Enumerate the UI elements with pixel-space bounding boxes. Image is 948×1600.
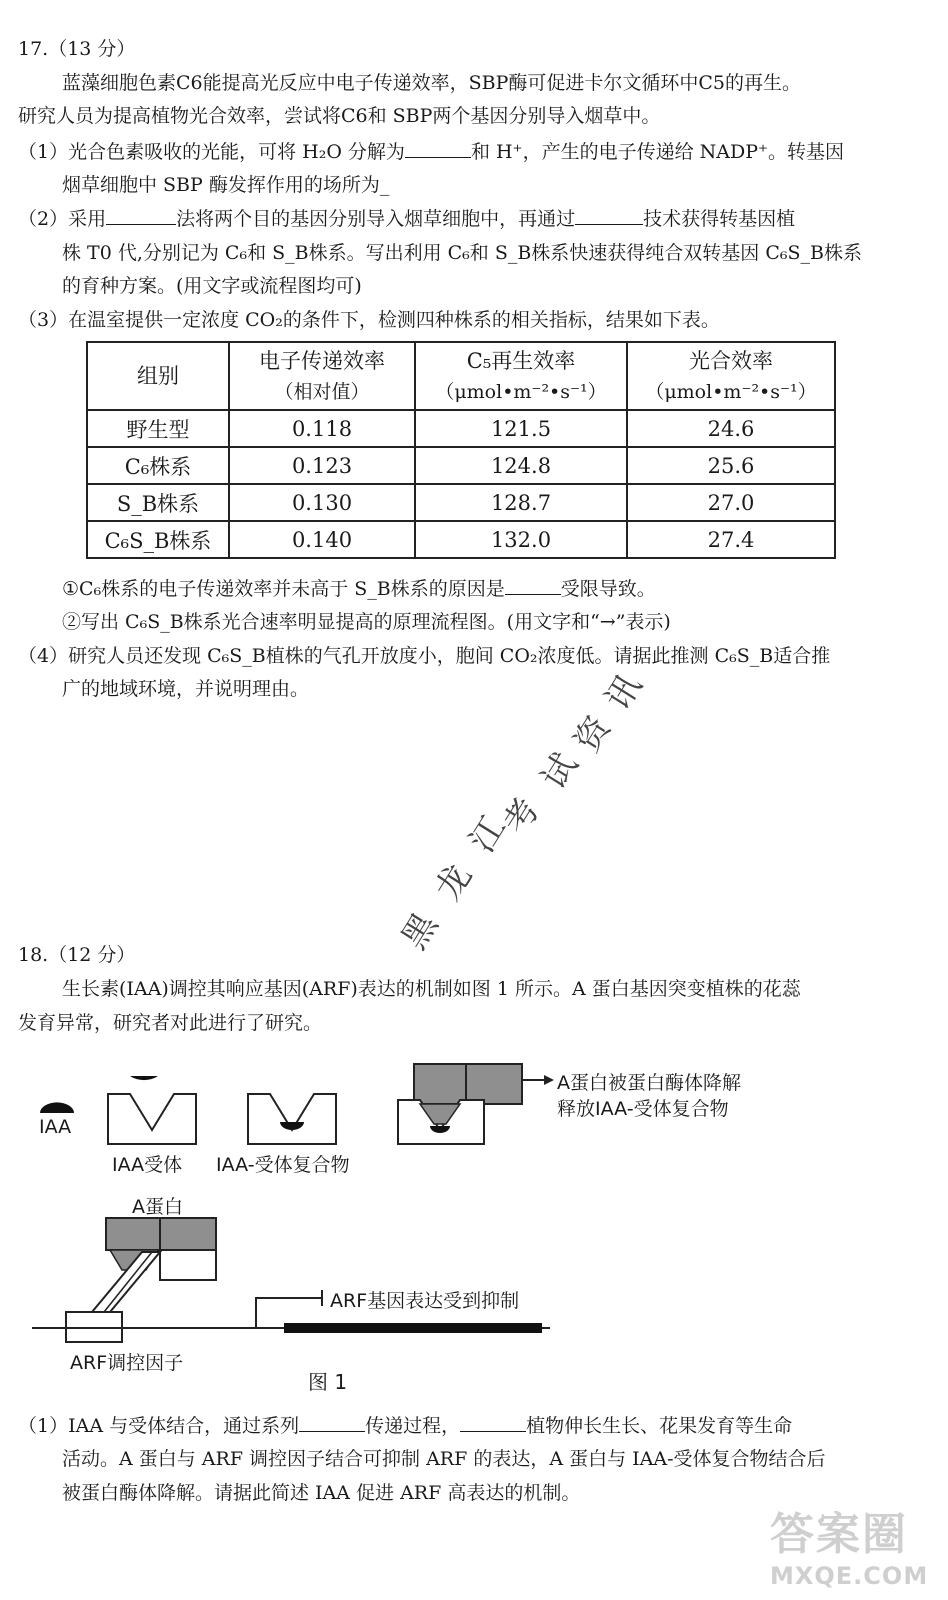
fig-label-a-protein: A蛋白	[132, 1196, 183, 1218]
answer-blank[interactable]	[505, 576, 561, 595]
q17-part2-line2: 株 T0 代,分别记为 C₆和 S_B株系。写出利用 C₆和 S_B株系快速获得纯合双转基因 C₆S_B株系	[62, 242, 862, 264]
answer-blank[interactable]	[575, 206, 643, 225]
table-header-cell: 光合效率 （μmol•m⁻²•s⁻¹）	[627, 342, 835, 410]
q17-part4-line1: （4）研究人员还发现 C₆S_B植株的气孔开放度小，胞间 CO₂浓度低。请据此推测 C₆S_B适合推	[18, 645, 831, 667]
arf-factor-segment	[160, 1250, 216, 1280]
q17-intro-line1: 蓝藻细胞色素C6能提高光反应中电子传递效率，SBP酶可促进卡尔文循环中C5的再生。	[62, 72, 802, 94]
q18-part1-line2: 活动。A 蛋白与 ARF 调控因子结合可抑制 ARF 的表达，A 蛋白与 IAA-受体复合物结合后	[62, 1448, 826, 1470]
a-protein-shape	[466, 1064, 522, 1104]
a-protein-shape	[106, 1218, 160, 1250]
watermark-char: 讯	[597, 667, 650, 718]
iaa-receptor-shape	[108, 1094, 196, 1144]
q18-header: 18.（12 分）	[18, 944, 136, 966]
watermark-char: 江	[461, 809, 514, 860]
table-cell: 野生型	[87, 410, 229, 447]
table-cell: 132.0	[415, 521, 627, 558]
q17-intro-line2: 研究人员为提高植物光合效率，尝试将C6和 SBP两个基因分别导入烟草中。	[18, 105, 661, 127]
answer-blank[interactable]	[299, 1413, 365, 1432]
table-cell: C₆S_B株系	[87, 521, 229, 558]
fig-label-arf-inhibited: ARF基因表达受到抑制	[330, 1290, 520, 1312]
answer-blank[interactable]	[460, 1413, 526, 1432]
watermark-char: 资	[566, 709, 619, 760]
table-row	[87, 521, 835, 558]
table-cell: 27.0	[627, 484, 835, 521]
q18-part1-text-a: （1）IAA 与受体结合，通过系列	[18, 1415, 300, 1437]
fig-label-arf-factor: ARF调控因子	[70, 1352, 184, 1374]
a-protein-shape	[160, 1218, 216, 1250]
watermark-char: 试	[533, 746, 586, 797]
fig-label-receptor: IAA受体	[112, 1154, 183, 1176]
table-cell: 124.8	[415, 447, 627, 484]
q17-part4-line2: 广的地域环境，并说明理由。	[62, 678, 310, 700]
figure-caption: 图 1	[308, 1370, 348, 1394]
q17-part2-line3: 的育种方案。(用文字或流程图均可)	[62, 275, 362, 297]
site-logo	[770, 1498, 930, 1598]
q18-part1-text-c: 植物伸长生长、花果发育等生命	[526, 1415, 793, 1437]
q17-part2-text-a: （2）采用	[18, 208, 107, 230]
logo-text: 答案圈	[770, 1509, 908, 1560]
q18-part1-line1	[18, 1413, 792, 1439]
logo-url: MXQE.COM	[770, 1562, 929, 1590]
q17-part1-line2: 烟草细胞中 SBP 酶发挥作用的场所为_	[62, 174, 390, 196]
arf-gene-bar	[284, 1323, 542, 1333]
table-cell: 25.6	[627, 447, 835, 484]
fig-label-iaa: IAA	[39, 1116, 72, 1138]
table-cell: 0.130	[229, 484, 415, 521]
iaa-molecule-icon	[40, 1102, 74, 1113]
q17-part2-text-c: 技术获得转基因植	[643, 208, 796, 230]
table-cell: 27.4	[627, 521, 835, 558]
q17-sub1-text-a: ①C₆株系的电子传递效率并未高于 S_B株系的原因是	[62, 578, 505, 600]
arrow-head-icon	[544, 1075, 554, 1085]
table-cell: 0.140	[229, 521, 415, 558]
fig-label-complex: IAA-受体复合物	[216, 1154, 350, 1176]
table-cell: 0.123	[229, 447, 415, 484]
table-header-cell: C₅再生效率 （μmol•m⁻²•s⁻¹）	[415, 342, 627, 410]
table-row	[87, 447, 835, 484]
q17-sub1	[62, 576, 656, 602]
q17-part2-text-b: 法将两个目的基因分别导入烟草细胞中，再通过	[176, 208, 576, 230]
q17-part2-line1	[18, 206, 795, 232]
q18-intro-line1: 生长素(IAA)调控其响应基因(ARF)表达的机制如图 1 所示。A 蛋白基因突变植株的花蕊	[62, 978, 801, 1000]
iaa-receptor-complex-shape	[248, 1094, 336, 1144]
table-header-row	[87, 342, 835, 410]
q17-part1-line1	[18, 139, 844, 165]
table-header-cell: 电子传递效率 （相对值）	[229, 342, 415, 410]
a-protein-shape	[414, 1064, 466, 1104]
q17-sub2: ②写出 C₆S_B株系光合速率明显提高的原理流程图。(用文字和“→”表示)	[62, 611, 671, 633]
answer-blank[interactable]	[106, 206, 176, 225]
table-row	[87, 484, 835, 521]
q17-part1-text-b: 和 H⁺，产生的电子传递给 NADP⁺。转基因	[470, 141, 845, 163]
q18-part1-line3: 被蛋白酶体降解。请据此简述 IAA 促进 ARF 高表达的机制。	[62, 1482, 581, 1504]
table-cell: C₆株系	[87, 447, 229, 484]
fig-label-degrade-line2: 释放IAA-受体复合物	[557, 1098, 729, 1120]
watermark-char: 黑	[393, 906, 446, 957]
table-cell: 128.7	[415, 484, 627, 521]
table-cell: 24.6	[627, 410, 835, 447]
iaa-molecule-icon	[130, 1076, 158, 1080]
q17-header: 17.（13 分）	[18, 38, 136, 60]
fig-label-degrade-line1: A蛋白被蛋白酶体降解	[557, 1072, 741, 1094]
table-row	[87, 410, 835, 447]
table-cell: S_B株系	[87, 484, 229, 521]
q17-part1-text-a: （1）光合色素吸收的光能，可将 H₂O 分解为	[18, 141, 405, 163]
watermark-char: 龙	[427, 857, 480, 908]
table-cell: 121.5	[415, 410, 627, 447]
answer-blank[interactable]	[405, 139, 471, 158]
results-table	[86, 341, 836, 559]
table-header-cell: 组别	[87, 342, 229, 410]
q18-part1-text-b: 传递过程，	[365, 1415, 461, 1437]
q17-sub1-text-b: 受限导致。	[560, 578, 656, 600]
q17-part3-line1: （3）在温室提供一定浓度 CO₂的条件下，检测四种株系的相关指标，结果如下表。	[18, 309, 720, 331]
watermark-char: 考	[495, 791, 548, 842]
table-cell: 0.118	[229, 410, 415, 447]
q18-intro-line2: 发育异常，研究者对此进行了研究。	[18, 1012, 323, 1034]
